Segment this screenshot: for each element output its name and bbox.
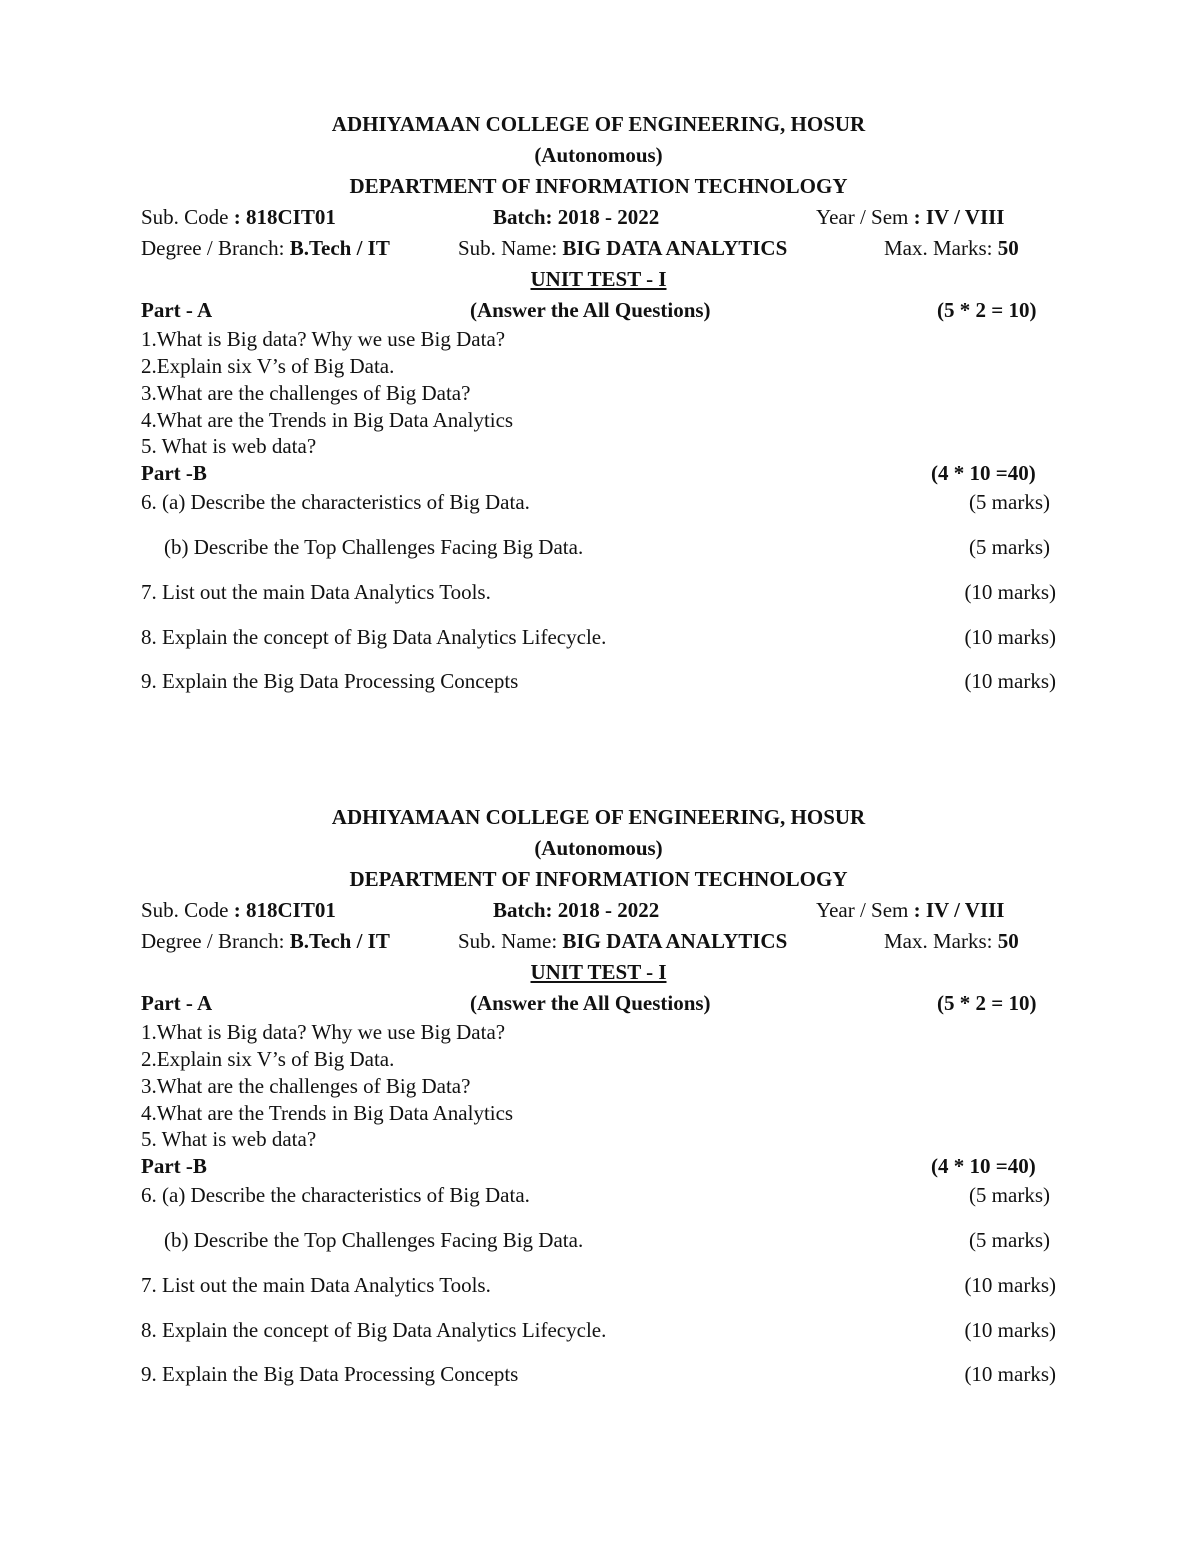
question-marks: (10 marks)	[964, 669, 1056, 693]
max-marks-value: 50	[997, 929, 1019, 953]
info-row-2	[141, 234, 1056, 262]
max-marks-label: Max. Marks:	[884, 236, 993, 260]
subject-name	[458, 234, 787, 262]
part-b-question: 6. (a) Describe the characteristics of Big Data.	[141, 1183, 530, 1207]
part-a-question: 5. What is web data?	[141, 434, 317, 458]
autonomous-status: (Autonomous)	[534, 836, 663, 860]
part-a-label: Part - A	[141, 298, 213, 322]
part-a-marks: (5 * 2 = 10)	[937, 991, 1037, 1015]
subject-name	[458, 927, 787, 955]
part-b-header	[141, 1152, 1056, 1180]
question-marks: (5 marks)	[968, 1183, 1050, 1207]
part-a-question: 4.What are the Trends in Big Data Analytics	[141, 408, 514, 432]
question-marks: (10 marks)	[964, 1318, 1056, 1342]
part-a-instruction: (Answer the All Questions)	[470, 991, 711, 1015]
part-b-question: (b) Describe the Top Challenges Facing Big Data.	[164, 535, 584, 559]
sub-code	[141, 896, 336, 924]
sub-code-label: Sub. Code	[141, 898, 229, 922]
degree-value: B.Tech / IT	[289, 236, 390, 260]
part-a-question: 3.What are the challenges of Big Data?	[141, 381, 471, 405]
department-name: DEPARTMENT OF INFORMATION TECHNOLOGY	[349, 867, 848, 891]
part-b-question: 9. Explain the Big Data Processing Concepts	[141, 669, 519, 693]
degree-label: Degree / Branch:	[141, 929, 285, 953]
sub-code-label: Sub. Code	[141, 205, 229, 229]
part-b-label: Part -B	[141, 1154, 207, 1178]
part-b-header	[141, 459, 1056, 487]
batch: Batch: 2018 - 2022	[493, 205, 660, 229]
part-a-marks: (5 * 2 = 10)	[937, 298, 1037, 322]
part-b-question: 6. (a) Describe the characteristics of Big Data.	[141, 490, 530, 514]
max-marks-value: 50	[997, 236, 1019, 260]
part-a-question: 4.What are the Trends in Big Data Analytics	[141, 1101, 514, 1125]
part-a-question: 1.What is Big data? Why we use Big Data?	[141, 1020, 506, 1044]
question-marks: (10 marks)	[964, 1273, 1056, 1297]
part-a-instruction: (Answer the All Questions)	[470, 298, 711, 322]
part-a-label: Part - A	[141, 991, 213, 1015]
year-sem	[816, 896, 1004, 924]
part-b-marks: (4 * 10 =40)	[931, 461, 1036, 485]
test-title: UNIT TEST - I	[530, 960, 667, 984]
info-row-2	[141, 927, 1056, 955]
part-a-question: 1.What is Big data? Why we use Big Data?	[141, 327, 506, 351]
part-b-label: Part -B	[141, 461, 207, 485]
sub-name-label: Sub. Name:	[458, 929, 558, 953]
question-marks: (10 marks)	[964, 625, 1056, 649]
part-b-marks: (4 * 10 =40)	[931, 1154, 1036, 1178]
question-marks: (10 marks)	[964, 1362, 1056, 1386]
sub-code-value: : 818CIT01	[233, 898, 336, 922]
info-row-1	[141, 203, 1056, 231]
info-row-1	[141, 896, 1056, 924]
year-sem	[816, 203, 1004, 231]
sub-code	[141, 203, 336, 231]
question-marks: (10 marks)	[964, 580, 1056, 604]
part-a-question: 5. What is web data?	[141, 1127, 317, 1151]
year-sem-value: : IV / VIII	[913, 898, 1005, 922]
year-sem-label: Year / Sem	[816, 898, 909, 922]
college-name: ADHIYAMAAN COLLEGE OF ENGINEERING, HOSUR	[331, 805, 866, 829]
degree-branch	[141, 927, 390, 955]
max-marks	[884, 234, 1019, 262]
part-b-question: 8. Explain the concept of Big Data Analytics Lifecycle.	[141, 625, 607, 649]
year-sem-value: : IV / VIII	[913, 205, 1005, 229]
test-title: UNIT TEST - I	[530, 267, 667, 291]
degree-branch	[141, 234, 390, 262]
part-a-question: 2.Explain six V’s of Big Data.	[141, 354, 395, 378]
part-b-question: (b) Describe the Top Challenges Facing Big Data.	[164, 1228, 584, 1252]
part-b-question: 9. Explain the Big Data Processing Concepts	[141, 1362, 519, 1386]
part-b-question: 7. List out the main Data Analytics Tools.	[141, 1273, 491, 1297]
question-marks: (5 marks)	[968, 490, 1050, 514]
degree-value: B.Tech / IT	[289, 929, 390, 953]
question-marks: (5 marks)	[968, 1228, 1050, 1252]
part-a-header	[141, 989, 1056, 1017]
part-a-question: 3.What are the challenges of Big Data?	[141, 1074, 471, 1098]
part-a-question: 2.Explain six V’s of Big Data.	[141, 1047, 395, 1071]
degree-label: Degree / Branch:	[141, 236, 285, 260]
max-marks-label: Max. Marks:	[884, 929, 993, 953]
part-b-question: 7. List out the main Data Analytics Tools.	[141, 580, 491, 604]
college-name: ADHIYAMAAN COLLEGE OF ENGINEERING, HOSUR	[331, 112, 866, 136]
sub-code-value: : 818CIT01	[233, 205, 336, 229]
max-marks	[884, 927, 1019, 955]
part-b-question: 8. Explain the concept of Big Data Analytics Lifecycle.	[141, 1318, 607, 1342]
sub-name-value: BIG DATA ANALYTICS	[562, 929, 788, 953]
part-a-header	[141, 296, 1056, 324]
year-sem-label: Year / Sem	[816, 205, 909, 229]
batch: Batch: 2018 - 2022	[493, 898, 660, 922]
sub-name-label: Sub. Name:	[458, 236, 558, 260]
sub-name-value: BIG DATA ANALYTICS	[562, 236, 788, 260]
question-marks: (5 marks)	[968, 535, 1050, 559]
autonomous-status: (Autonomous)	[534, 143, 663, 167]
department-name: DEPARTMENT OF INFORMATION TECHNOLOGY	[349, 174, 848, 198]
